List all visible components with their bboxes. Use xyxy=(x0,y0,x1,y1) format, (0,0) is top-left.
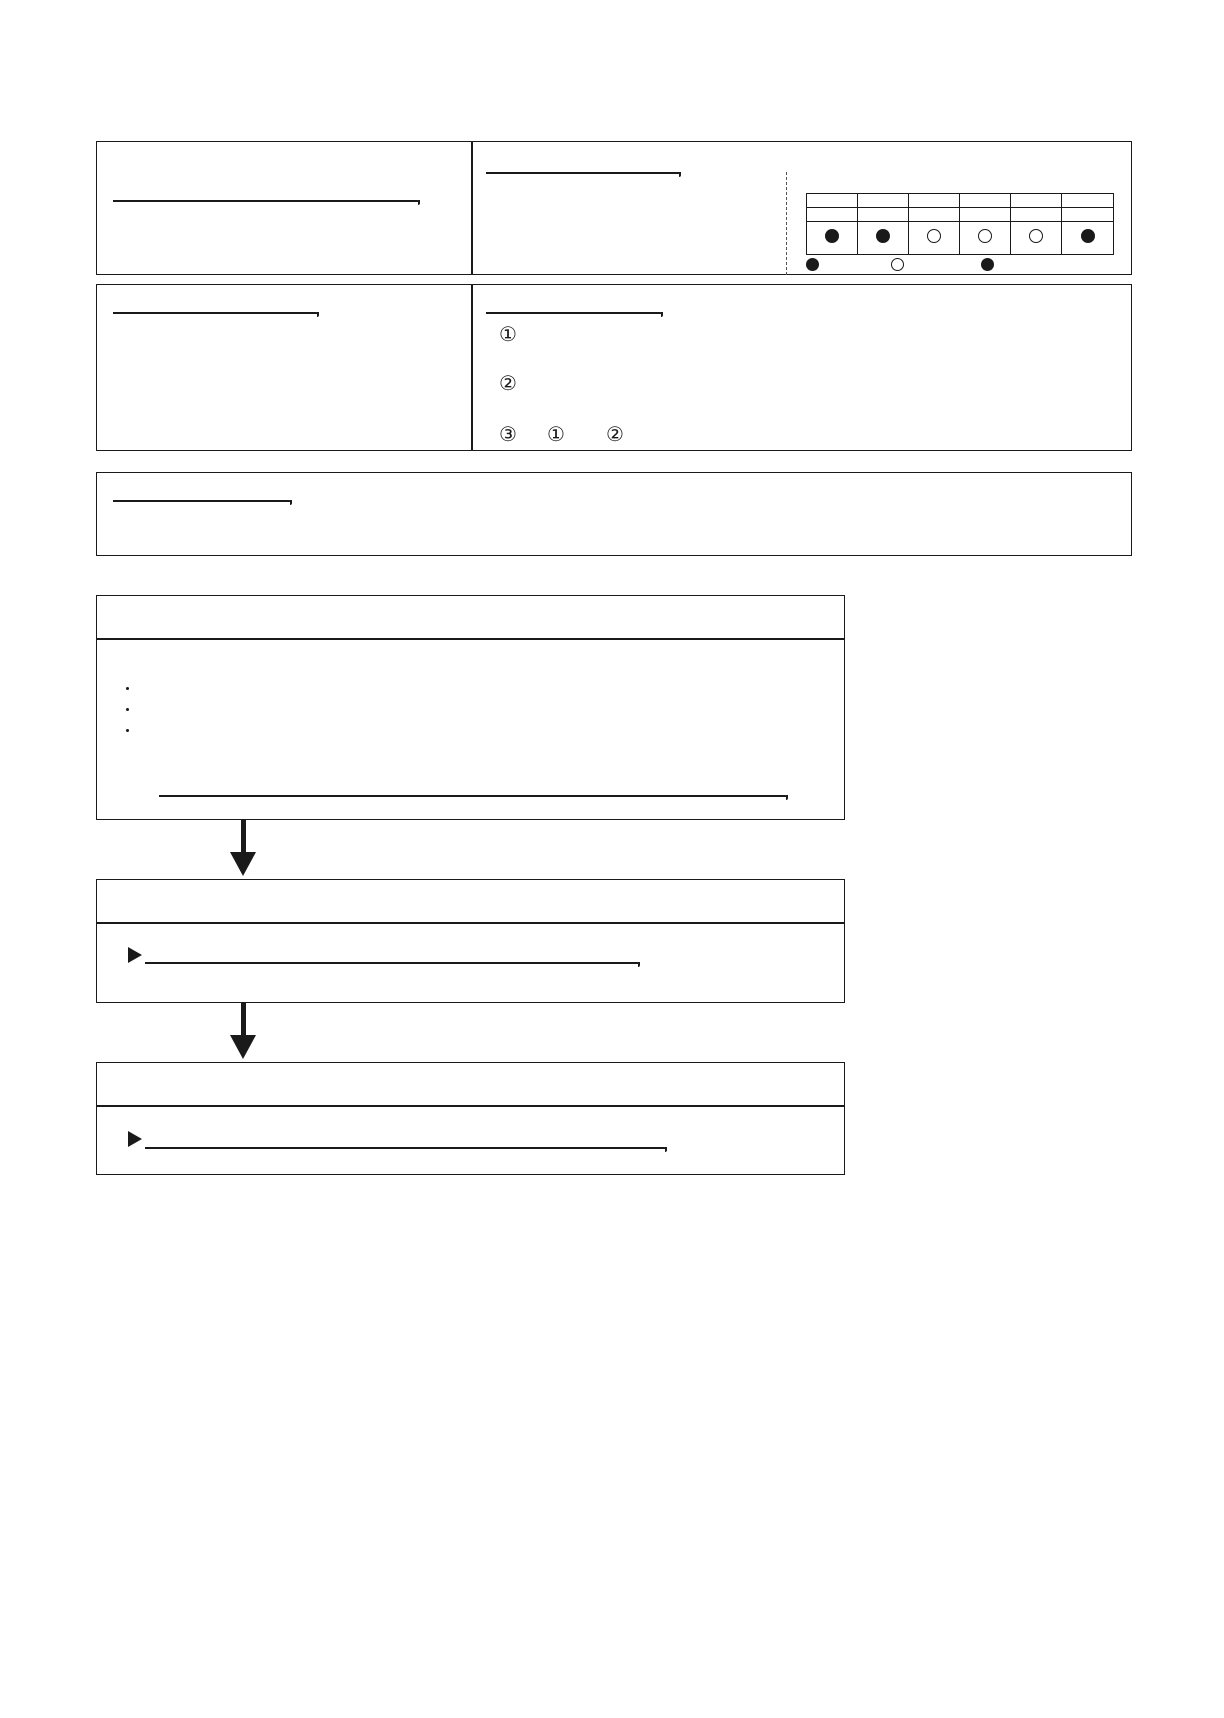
flow-box-2-blank-line xyxy=(145,962,639,964)
lamp-cell-5 xyxy=(1011,194,1062,254)
flow-box-1-header-divider xyxy=(96,638,845,640)
row1-left-blank-line xyxy=(113,200,419,202)
row1-right-blank-line xyxy=(486,172,680,174)
row2-right-blank-line xyxy=(486,312,662,314)
flow-box-3-pointer-icon xyxy=(128,1131,142,1147)
lamp-3-off-icon xyxy=(927,229,941,243)
lamp-5-off-icon xyxy=(1029,229,1043,243)
flow-arrow-2-shaft xyxy=(241,1003,246,1037)
step-3-marker: ③ xyxy=(499,424,517,446)
row3-blank-line xyxy=(113,500,291,502)
legend-off-icon xyxy=(891,258,904,271)
lamp-cell-2 xyxy=(858,194,909,254)
lamp-status-table xyxy=(806,193,1114,255)
row2-left-blank-line xyxy=(113,312,318,314)
flow-box-1-bullet-1 xyxy=(126,687,129,690)
step-3-ref-2: ② xyxy=(606,424,624,446)
flow-box-2-pointer-icon xyxy=(128,947,142,963)
flow-box-1-bullet-3 xyxy=(126,729,129,732)
lamp-6-on-icon xyxy=(1081,229,1095,243)
flow-box-3-blank-line xyxy=(145,1147,666,1149)
info-row-3 xyxy=(96,472,1132,556)
flow-box-1-bullet-2 xyxy=(126,708,129,711)
step-2-marker: ② xyxy=(499,373,517,395)
legend-on-icon xyxy=(806,258,819,271)
lamp-4-off-icon xyxy=(978,229,992,243)
lamp-cell-3 xyxy=(909,194,960,254)
step-3-ref-1: ① xyxy=(547,424,565,446)
flow-arrow-2-head xyxy=(230,1035,256,1059)
lamp-legend xyxy=(806,256,1006,274)
lamp-cell-1 xyxy=(807,194,858,254)
legend-blink-icon xyxy=(981,258,994,271)
flow-arrow-1-shaft xyxy=(241,820,246,854)
flow-box-3 xyxy=(96,1062,845,1175)
row1-divider xyxy=(471,141,473,275)
lamp-2-on-icon xyxy=(876,229,890,243)
flow-box-1-blank-line xyxy=(159,795,787,797)
row2-divider xyxy=(471,284,473,451)
flow-box-2 xyxy=(96,879,845,1003)
step-1-marker: ① xyxy=(499,324,517,346)
lamp-cell-6 xyxy=(1062,194,1113,254)
flow-box-1 xyxy=(96,595,845,820)
flow-arrow-1-head xyxy=(230,852,256,876)
lamp-1-on-icon xyxy=(825,229,839,243)
flow-box-3-header-divider xyxy=(96,1105,845,1107)
flow-box-2-header-divider xyxy=(96,922,845,924)
lamp-cell-4 xyxy=(960,194,1011,254)
row1-dashed-separator xyxy=(786,172,787,275)
